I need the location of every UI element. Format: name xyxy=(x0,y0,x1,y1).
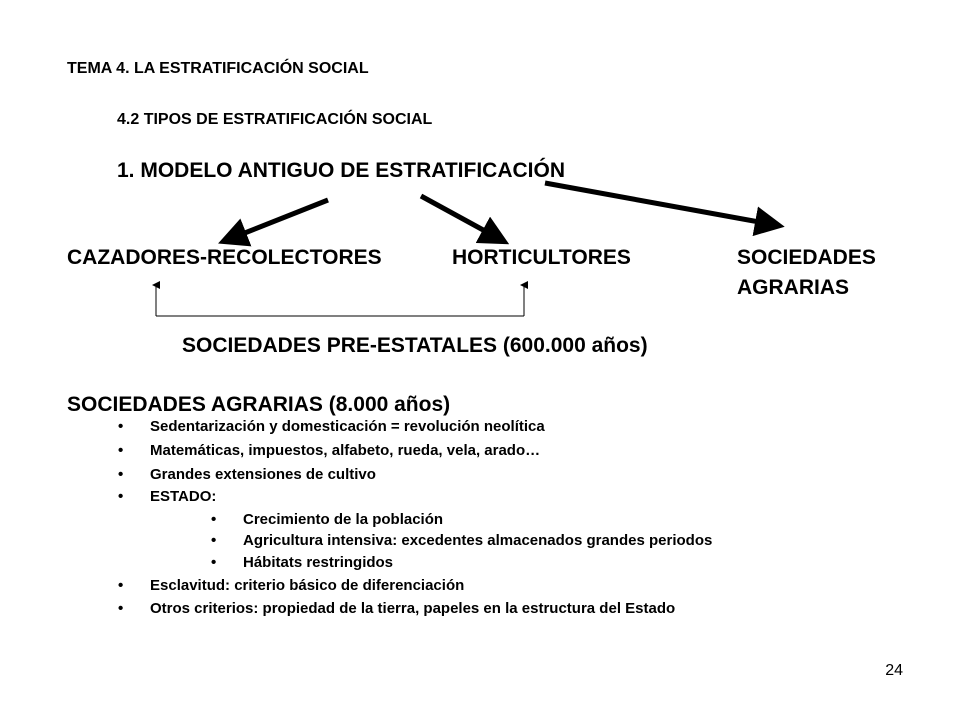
bullet-icon: • xyxy=(118,577,124,594)
page-title: TEMA 4. LA ESTRATIFICACIÓN SOCIAL xyxy=(67,60,369,77)
list-item: • Otros criterios: propiedad de la tierra, papeles en la estructura del Estado xyxy=(118,600,676,617)
bullet-icon: • xyxy=(118,600,124,617)
agrarias-heading: SOCIEDADES AGRARIAS (8.000 años) xyxy=(67,393,451,416)
model-heading: 1. MODELO ANTIGUO DE ESTRATIFICACIÓN xyxy=(117,159,566,182)
page-number: 24 xyxy=(885,662,903,679)
arrow-to-horticultores xyxy=(421,196,496,237)
label-sociedades-line1: SOCIEDADES xyxy=(737,246,876,269)
list-item-nested: • Hábitats restringidos xyxy=(211,554,394,571)
section-subtitle: 4.2 TIPOS DE ESTRATIFICACIÓN SOCIAL xyxy=(117,111,433,128)
bullet-icon: • xyxy=(211,532,217,549)
bullet-icon: • xyxy=(118,466,124,483)
list-item: • Esclavitud: criterio básico de diferenciación xyxy=(118,577,465,594)
bullet-icon: • xyxy=(211,511,217,528)
list-item: • Sedentarización y domesticación = revolución neolítica xyxy=(118,418,545,435)
bullet-icon: • xyxy=(118,488,124,505)
pre-estatales-label: SOCIEDADES PRE-ESTATALES (600.000 años) xyxy=(182,334,648,357)
arrow-to-cazadores xyxy=(232,200,328,238)
list-item: • Matemáticas, impuestos, alfabeto, rueda, vela, arado… xyxy=(118,442,541,459)
label-sociedades-line2: AGRARIAS xyxy=(737,276,850,299)
label-horticultores: HORTICULTORES xyxy=(452,246,631,269)
list-item: • Grandes extensiones de cultivo xyxy=(118,466,376,483)
label-cazadores: CAZADORES-RECOLECTORES xyxy=(67,246,382,269)
list-item-nested: • Crecimiento de la población xyxy=(211,511,444,528)
bullet-icon: • xyxy=(118,442,124,459)
arrow-to-sociedades-agrarias xyxy=(545,183,770,224)
label-sociedades-agrarias xyxy=(737,243,876,303)
list-item: • ESTADO: xyxy=(118,488,217,505)
bullet-icon: • xyxy=(211,554,217,571)
bullet-icon: • xyxy=(118,418,124,435)
list-item-nested: • Agricultura intensiva: excedentes almacenados grandes periodos xyxy=(211,532,713,549)
